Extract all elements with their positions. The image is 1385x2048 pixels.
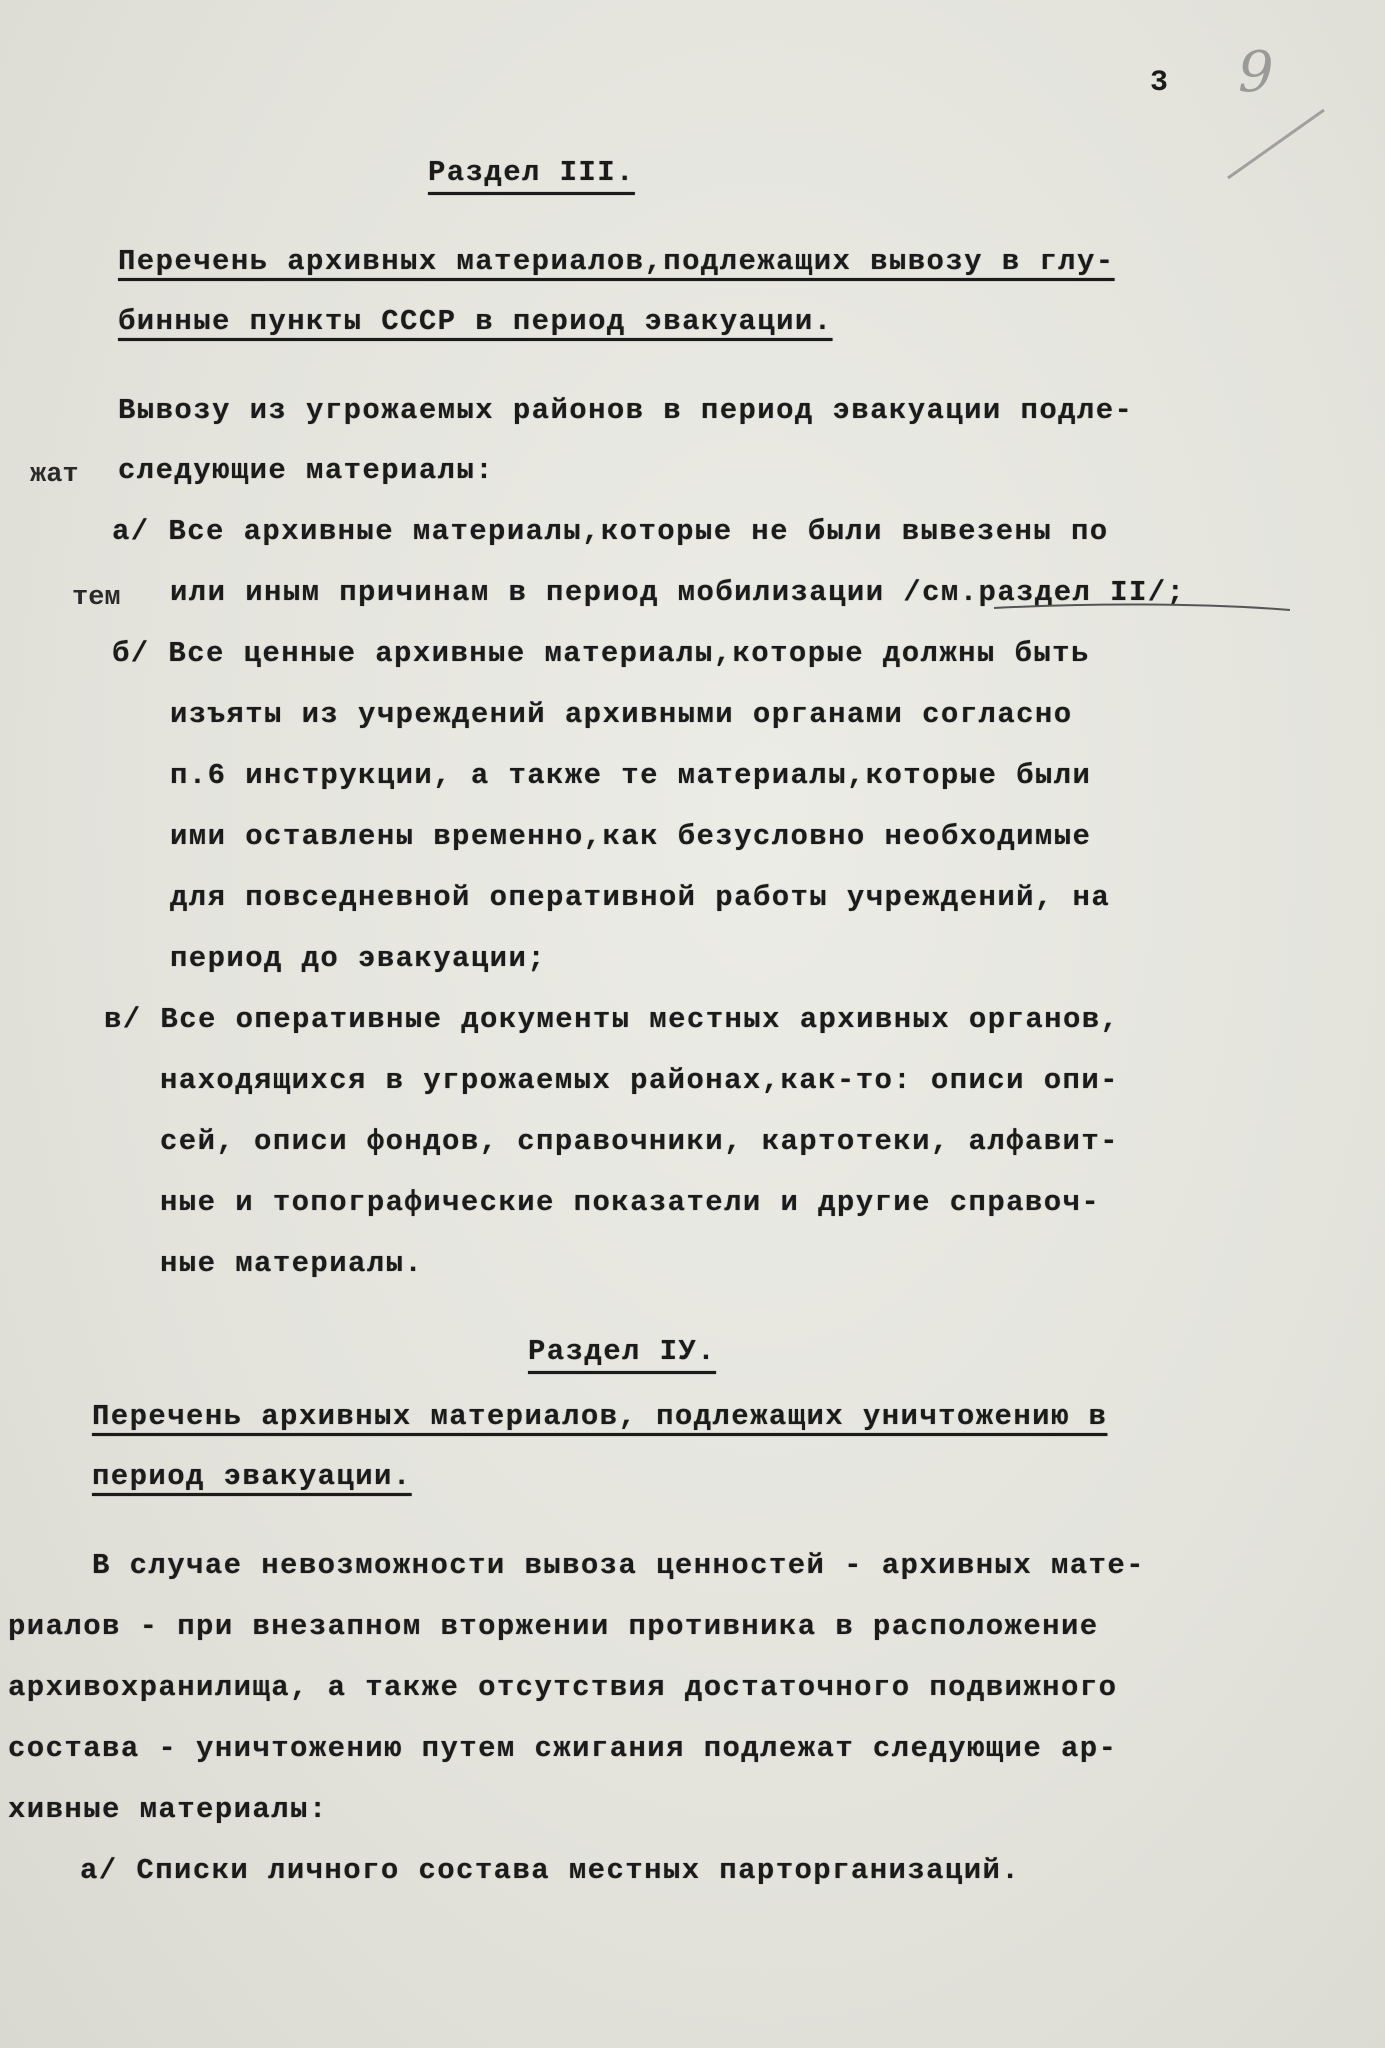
text-line: сей, описи фондов, справочники, картотеки, алфавит- [160,1125,1119,1158]
margin-note: тем [72,583,121,613]
page-number: 3 [1150,66,1169,100]
text-line: ные материалы. [160,1247,424,1280]
text-line: архивохранилища, а также отсутствия достаточного подвижного [8,1671,1118,1704]
text-line: период эвакуации. [92,1460,412,1493]
text-line: для повседневной оперативной работы учреждений, на [170,881,1111,914]
text-line: риалов - при внезапном вторжении противника в расположение [8,1610,1099,1643]
handwritten-underline [990,596,1310,626]
text-line: хивные материалы: [8,1793,328,1826]
text-line: п.6 инструкции, а также те материалы,которые были [170,759,1092,792]
text-line: ные и топографические показатели и другие справоч- [160,1186,1101,1219]
text-line: находящихся в угрожаемых районах,как-то: описи опи- [160,1064,1119,1097]
text-line: период до эвакуации; [170,942,547,975]
text-line: Вывозу из угрожаемых районов в период эвакуации подле- [118,394,1134,427]
text-line: Раздел IУ. [528,1335,717,1368]
text-line: б/ Все ценные архивные материалы,которые должны быть [112,637,1090,670]
text-line: ими оставлены временно,как безусловно необходимые [170,820,1092,853]
text-line: Перечень архивных материалов, подлежащих уничтожению в [92,1400,1108,1433]
text-line: следующие материалы: [118,454,495,487]
pencil-folio-mark: 9 [1238,40,1274,105]
text-line: бинные пункты СССР в период эвакуации. [118,305,833,338]
text-line: изъяты из учреждений архивными органами согласно [170,698,1073,731]
text-line: или иным причинам в период мобилизации /см.раздел II/; [170,576,1186,609]
text-line: а/ Все архивные материалы,которые не были вывезены по [112,515,1109,548]
text-line: в/ Все оперативные документы местных архивных органов, [104,1003,1120,1036]
pencil-slash-mark [1220,100,1340,200]
text-line: Раздел III. [428,156,635,189]
text-line: В случае невозможности вывоза ценностей - архивных мате- [92,1549,1145,1582]
margin-note: жат [30,460,79,490]
text-line: состава - уничтожению путем сжигания подлежат следующие ар- [8,1732,1118,1765]
text-line: Перечень архивных материалов,подлежащих вывозу в глу- [118,245,1115,278]
text-line: а/ Списки личного состава местных парторганизаций. [80,1854,1021,1887]
